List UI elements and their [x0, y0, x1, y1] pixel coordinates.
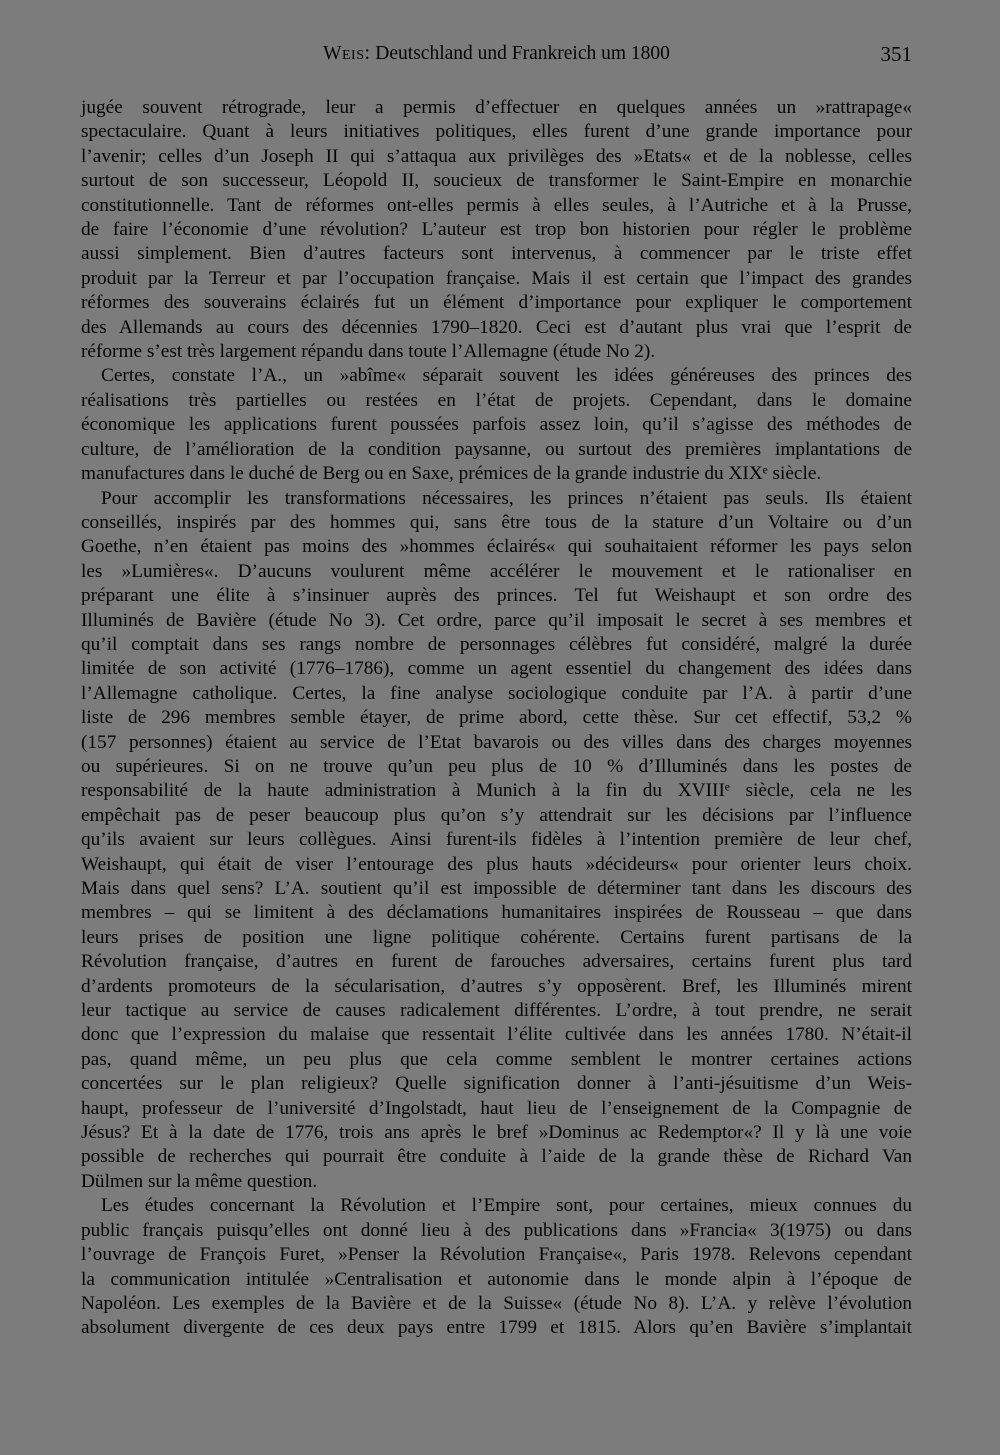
running-head-author: Weis:	[323, 43, 371, 64]
paragraph	[81, 96, 912, 364]
text-line: qu’ils avaient sur leurs collègues. Ainsi furent-ils fidèles à l’intention première de leur chef,	[81, 829, 912, 851]
text-line: liste de 296 membres semble étayer, de prime abord, cette thèse. Sur cet effectif, 53,2 %	[81, 707, 912, 729]
text-line: leur tactique au service de causes radicalement différentes. L’ordre, à tout prendre, ne serait	[81, 1000, 912, 1022]
text-line: (157 personnes) étaient au service de l’Etat bavarois ou des villes dans des charges moyennes	[81, 731, 912, 753]
text-line: donc que l’expression du malaise que ressentait l’élite cultivée dans les années 1780. N’était-il	[81, 1024, 912, 1046]
text-line: pas, quand même, un peu plus que cela comme semblent le montrer certaines actions	[81, 1048, 912, 1070]
text-line: Jésus? Et à la date de 1776, trois ans après le bref »Dominus ac Redemptor«? Il y là une voie	[81, 1122, 912, 1144]
text-line: spectaculaire. Quant à leurs initiatives politiques, elles furent d’une grande importance pour	[81, 121, 912, 143]
text-line: réformes des souverains éclairés fut un élément d’importance pour expliquer le comportement	[81, 292, 912, 314]
text-line: qu’il comptait dans ses rangs nombre de personnages célèbres fut considéré, malgré la durée	[81, 633, 912, 655]
running-head-text: Deutschland und Frankreich um 1800	[375, 43, 670, 64]
text-line: Weishaupt, qui était de viser l’entourage des plus hauts »décideurs« pour orienter leurs choix.	[81, 853, 912, 875]
text-line: possible de recherches qui pourrait être conduite à l’aide de la grande thèse de Richard Van	[81, 1146, 912, 1168]
text-line: produit par la Terreur et par l’occupation française. Mais il est certain que l’impact des grandes	[81, 267, 912, 289]
text-line: Dülmen sur la même question.	[81, 1170, 318, 1192]
text-line: réforme s’est très largement répandu dans toute l’Allemagne (étude No 2).	[81, 341, 656, 363]
text-line: aussi simplement. Bien d’autres facteurs sont intervenus, à commencer par le triste effet	[81, 243, 912, 265]
text-line: la communication intitulée »Centralisation et autonomie dans le monde alpin à l’époque de	[81, 1268, 912, 1290]
text-line: réalisations très partielles ou restées en l’état de projets. Cependant, dans le domaine	[81, 389, 912, 411]
text-line: Révolution française, d’autres en furent de farouches adversaires, certains furent plus tard	[81, 951, 912, 973]
running-head-title	[81, 40, 912, 68]
text-line: leurs prises de position une ligne politique cohérente. Certains furent partisans de la	[81, 926, 912, 948]
text-line: limitée de son activité (1776–1786), comme un agent essentiel du changement des idées dans	[81, 658, 912, 680]
text-line: Certes, constate l’A., un »abîme« séparait souvent les idées généreuses des princes des	[101, 365, 912, 387]
paragraph	[81, 487, 912, 1195]
text-line: préparant une élite à s’insinuer auprès des princes. Tel fut Weishaupt et son ordre des	[81, 585, 912, 607]
text-line: Pour accomplir les transformations nécessaires, les princes n’étaient pas seuls. Ils étaient	[101, 487, 912, 509]
body-text	[81, 96, 912, 1341]
text-line: jugée souvent rétrograde, leur a permis d’effectuer en quelques années un »rattrapage«	[81, 97, 912, 118]
text-line: absolument divergente de ces deux pays entre 1799 et 1815. Alors qu’en Bavière s’implantait	[81, 1317, 912, 1339]
text-line: les »Lumières«. D’aucuns voulurent même accélérer le mouvement et le rationaliser en	[81, 560, 912, 582]
text-line: responsabilité de la haute administration à Munich à la fin du XVIIIᵉ siècle, cela ne les	[81, 780, 912, 802]
text-line: économique les applications furent poussées parfois assez loin, qu’il s’agisse des méthodes de	[81, 414, 912, 436]
text-line: surtout de son successeur, Léopold II, soucieux de transformer le Saint-Empire en monarchie	[81, 170, 912, 192]
text-line: public français puisqu’elles ont donné lieu à des publications dans »Francia« 3(1975) ou dans	[81, 1219, 912, 1241]
text-line: manufactures dans le duché de Berg ou en Saxe, prémices de la grande industrie du XIXᵉ siècle.	[81, 463, 822, 485]
text-line: constitutionnelle. Tant de réformes ont-elles permis à elles seules, à l’Autriche et à la Prusse,	[81, 194, 912, 216]
book-page	[81, 40, 912, 1341]
paragraph	[81, 364, 912, 486]
text-line: ou supérieures. Si on ne trouve qu’un peu plus de 10 % d’Illuminés dans les postes de	[81, 755, 912, 777]
text-line: haupt, professeur de l’université d’Ingolstadt, haut lieu de l’enseignement de la Compagnie de	[81, 1097, 912, 1119]
text-line: concertées sur le plan religieux? Quelle signification donner à l’anti-jésuitisme d’un Weis-	[81, 1073, 912, 1095]
text-line: Les études concernant la Révolution et l’Empire sont, pour certaines, mieux connues du	[101, 1195, 912, 1217]
text-line: conseillés, inspirés par des hommes qui, sans être tous de la stature d’un Voltaire ou d’un	[81, 511, 912, 533]
text-line: Napoléon. Les exemples de la Bavière et de la Suisse« (étude No 8). L’A. y relève l’évolution	[81, 1292, 912, 1314]
text-line: des Allemands au cours des décennies 1790–1820. Ceci est d’autant plus vrai que l’esprit de	[81, 316, 912, 338]
text-line: Mais dans quel sens? L’A. soutient qu’il est impossible de déterminer tant dans les discours des	[81, 878, 912, 899]
running-head	[81, 40, 912, 72]
text-line: d’ardents promoteurs de la sécularisation, d’autres s’y opposèrent. Bref, les Illuminés mirent	[81, 975, 912, 997]
text-line: empêchait pas de peser beaucoup plus qu’on s’y attendrait sur les décisions par l’influence	[81, 804, 912, 826]
text-line: Illuminés de Bavière (étude No 3). Cet ordre, parce qu’il imposait le secret à ses membres et	[81, 609, 912, 631]
text-line: l’Allemagne catholique. Certes, la fine analyse sociologique conduite par l’A. à partir d’une	[81, 682, 912, 704]
text-line: l’ouvrage de François Furet, »Penser la Révolution Française«, Paris 1978. Relevons cependant	[81, 1244, 912, 1266]
text-line: culture, de l’amélioration de la condition paysanne, ou surtout des premières implantations de	[81, 438, 912, 460]
text-line: l’avenir; celles d’un Joseph II qui s’attaqua aux privilèges des »Etats« et de la noblesse, celles	[81, 145, 912, 167]
page-number: 351	[880, 42, 912, 66]
text-line: membres – qui se limitent à des déclamations humanitaires inspirées de Rousseau – que dans	[81, 902, 912, 924]
text-line: Goethe, n’en étaient pas moins des »hommes éclairés« qui souhaitaient réformer les pays selon	[81, 536, 912, 558]
text-line: de faire l’économie d’une révolution? L’auteur est trop bon historien pour régler le problème	[81, 219, 912, 241]
paragraph	[81, 1194, 912, 1340]
